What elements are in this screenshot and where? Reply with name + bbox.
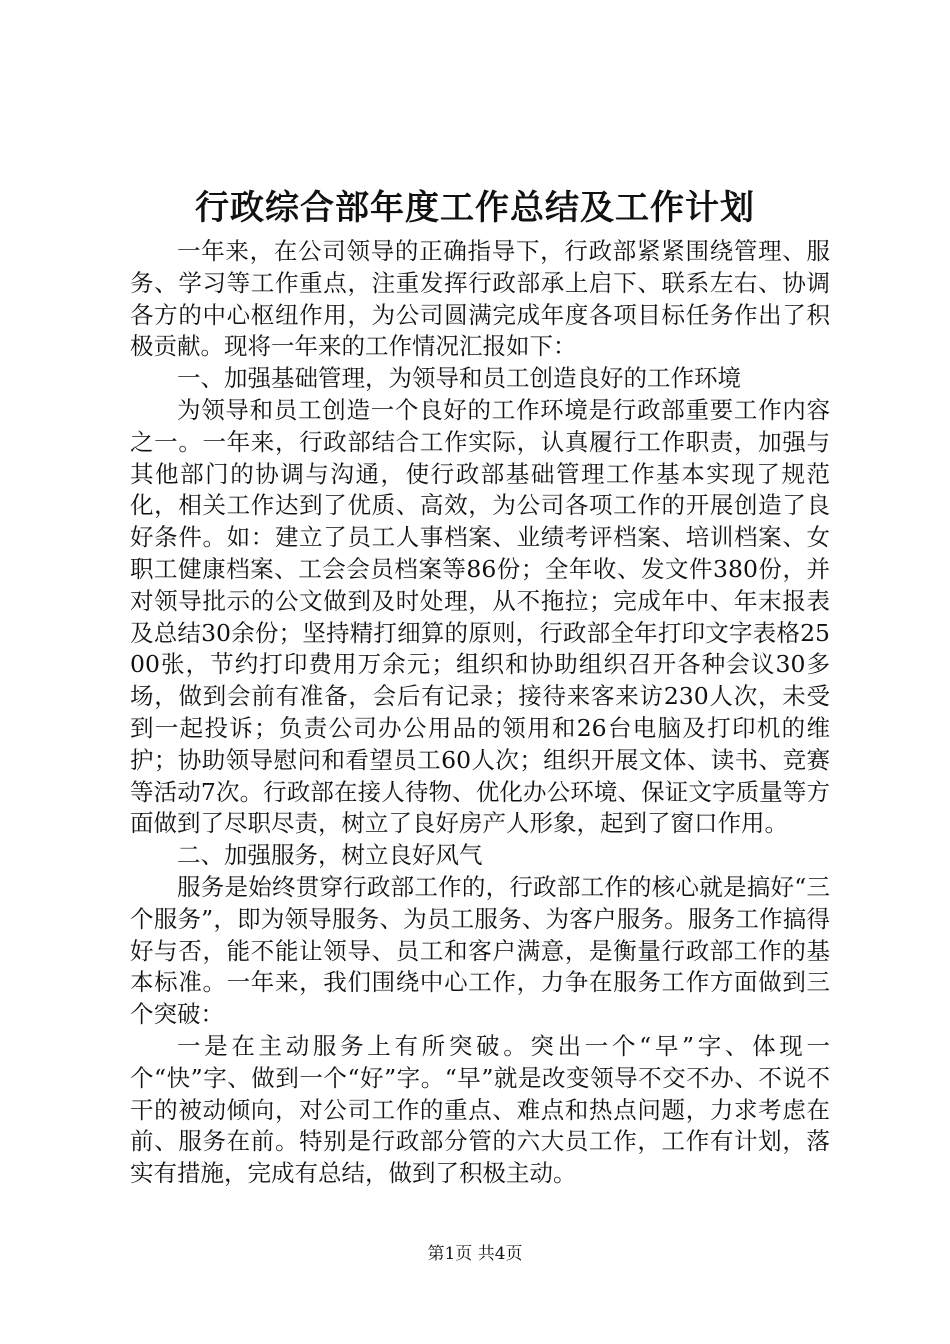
section-heading-2: 二、加强服务，树立良好风气	[177, 841, 483, 870]
section-1-paragraph: 为领导和员工创造一个良好的工作环境是行政部重要工作内容之一。一年来，行政部结合工作实际，认真履行工作职责，加强与其他部门的协调与沟通，使行政部基础管理工作基本实现了规范化，相关工作达到了优质、高效，为公司各项工作的开展创造了良好条件。如：建立了员工人事档案、业绩考评档案、培训档案、女职工健康档案、工会会员档案等86份；全年收、发文件380份，并对领导批示的公文做到及时处理，从不拖拉；完成年中、年末报表及总结30余份；坚持精打细算的原则，行政部全年打印文字表格2500张，节约打印费用万余元；组织和协助组织召开各种会议30多场，做到会前有准备，会后有记录；接待来客来访230人次，未受到一起投诉；负责公司办公用品的领用和26台电脑及打印机的维护；协助领导慰问和看望员工60人次；组织开展文体、读书、竞赛等活动7次。行政部在接人待物、优化办公环境、保证文字质量等方面做到了尽职尽责，树立了良好房产人形象，起到了窗口作用。	[130, 395, 830, 838]
page-number-footer: 第1页 共4页	[427, 1244, 523, 1264]
intro-paragraph: 一年来，在公司领导的正确指导下，行政部紧紧围绕管理、服务、学习等工作重点，注重发挥行政部承上启下、联系左右、协调各方的中心枢纽作用，为公司圆满完成年度各项目标任务作出了积极贡献。现将一年来的工作情况汇报如下：	[130, 237, 830, 361]
section-2-paragraph: 服务是始终贯穿行政部工作的，行政部工作的核心就是搞好“三个服务”，即为领导服务、为员工服务、为客户服务。服务工作搞得好与否，能不能让领导、员工和客户满意，是衡量行政部工作的基本标准。一年来，我们围绕中心工作，力争在服务工作方面做到三个突破：	[130, 872, 830, 1029]
section-2-point-1-paragraph: 一是在主动服务上有所突破。突出一个“早”字、体现一个“快”字、做到一个“好”字。“早”就是改变领导不交不办、不说不干的被动倾向，对公司工作的重点、难点和热点问题，力求考虑在前、服务在前。特别是行政部分管的六大员工作，工作有计划，落实有措施，完成有总结，做到了积极主动。	[130, 1031, 830, 1188]
section-heading-1: 一、加强基础管理，为领导和员工创造良好的工作环境	[177, 364, 741, 393]
document-body	[130, 236, 830, 1190]
document-title: 行政综合部年度工作总结及工作计划	[195, 188, 755, 228]
